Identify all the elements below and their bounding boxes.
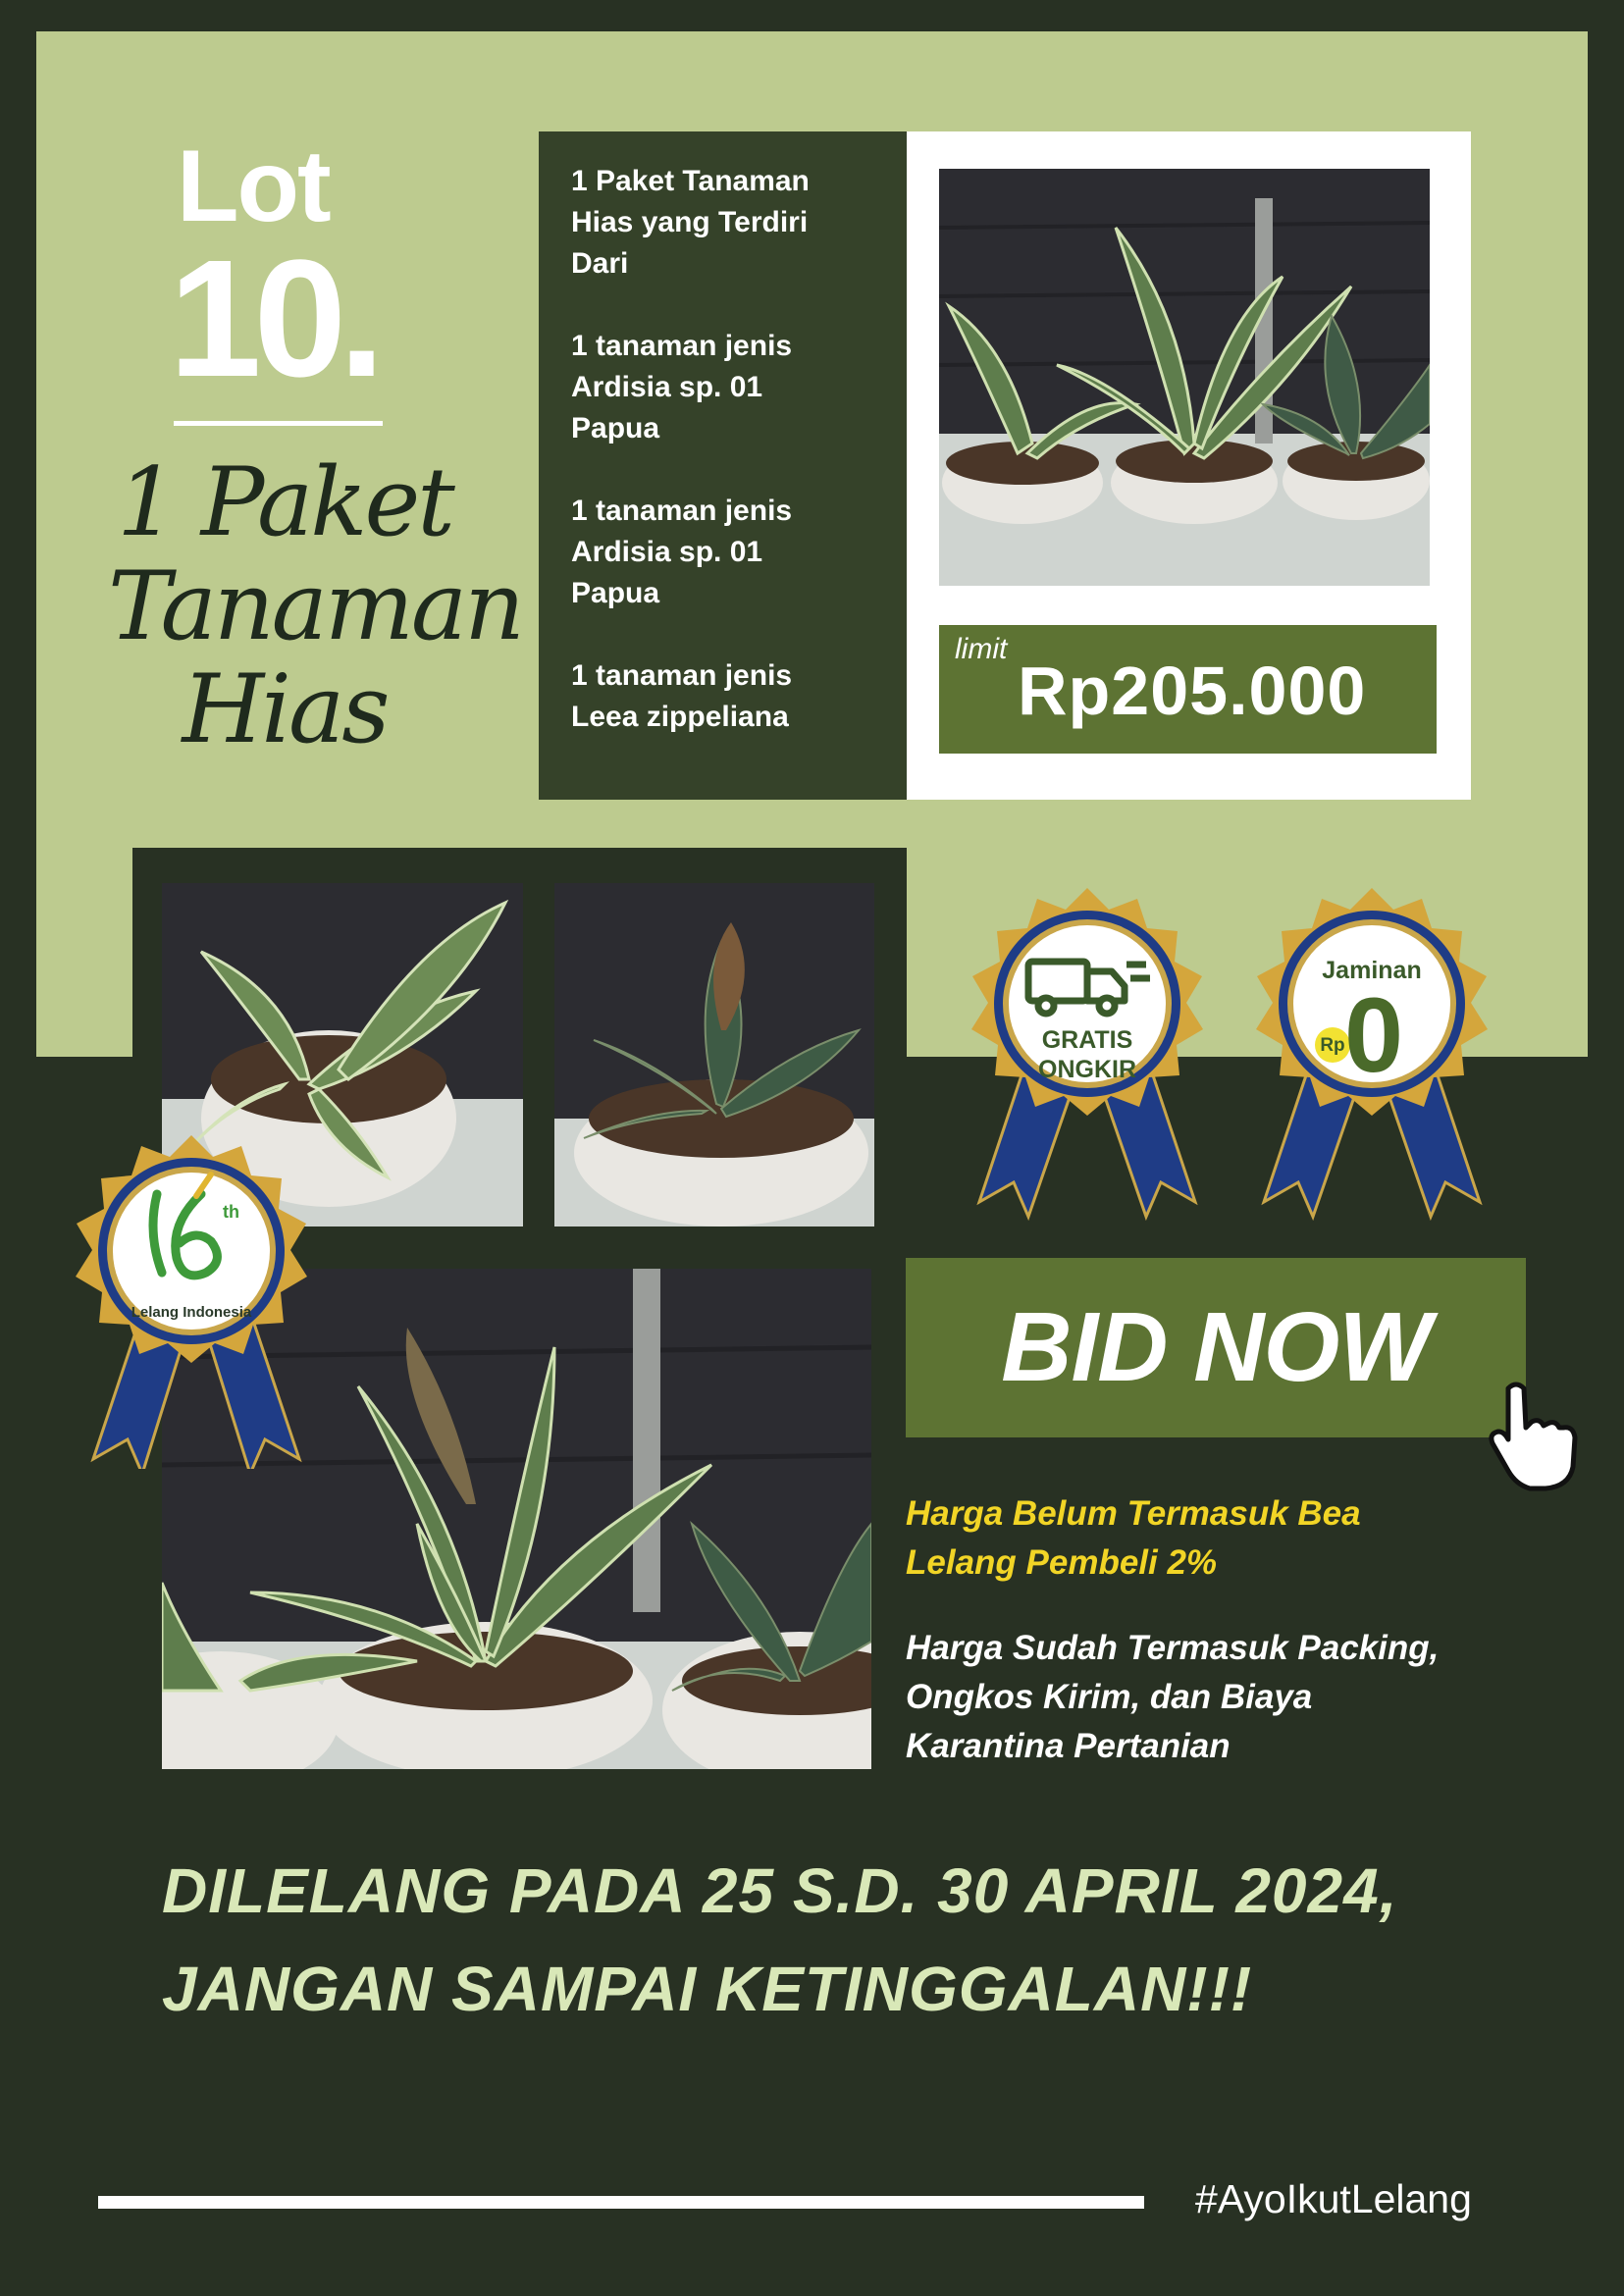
free-shipping-line1: GRATIS — [1041, 1026, 1133, 1054]
guarantee-title: Jaminan — [1322, 957, 1422, 984]
footer-hashtag: #AyoIkutLelang — [1195, 2176, 1472, 2221]
zero-guarantee-badge — [1234, 888, 1509, 1222]
gallery-photo-2 — [554, 883, 874, 1226]
pointer-hand-icon — [1487, 1379, 1585, 1501]
anniversary-suffix: th — [223, 1202, 239, 1222]
free-shipping-badge — [950, 888, 1225, 1222]
description-item: 1 Paket Tanaman Hias yang Terdiri Dari — [571, 165, 810, 280]
auction-reminder-line: JANGAN SAMPAI KETINGGALAN!!! — [162, 1954, 1253, 2024]
lot-title-line2: Tanaman — [108, 550, 522, 661]
price-inclusion-note: Harga Sudah Termasuk Packing, Ongkos Kirim, dan Biaya Karantina Pertanian — [906, 1629, 1440, 1765]
lot-label: Lot — [177, 130, 330, 243]
lot-divider — [174, 421, 383, 426]
price-limit-label: limit — [955, 633, 1008, 665]
free-shipping-text — [950, 1025, 1225, 1084]
price-value: Rp205.000 — [1018, 652, 1367, 729]
guarantee-currency: Rp — [1320, 1035, 1345, 1056]
anniversary-badge — [54, 1135, 329, 1469]
guarantee-amount: 0 — [1344, 975, 1404, 1094]
auction-date-line: DILELANG PADA 25 S.D. 30 APRIL 2024, — [162, 1855, 1398, 1926]
buyer-fee-note: Harga Belum Termasuk Bea Lelang Pembeli 2% — [906, 1494, 1361, 1582]
lot-number: 10. — [169, 226, 378, 412]
description-item: 1 tanaman jenis Ardisia sp. 01 Papua — [571, 330, 793, 444]
lot-title-line3: Hias — [182, 654, 388, 765]
bid-now-button[interactable]: BID NOW — [1001, 1292, 1431, 1402]
description-item: 1 tanaman jenis Ardisia sp. 01 Papua — [571, 495, 793, 609]
free-shipping-line2: ONGKIR — [1038, 1056, 1136, 1083]
main-plant-photo — [939, 169, 1430, 586]
footer-divider — [98, 2196, 1144, 2209]
description-panel — [539, 131, 907, 800]
anniversary-org: Lelang Indonesia — [131, 1304, 252, 1321]
lot-title — [108, 447, 522, 765]
description-item: 1 tanaman jenis Leea zippeliana — [571, 659, 793, 733]
lot-title-line1: 1 Paket — [117, 447, 452, 557]
